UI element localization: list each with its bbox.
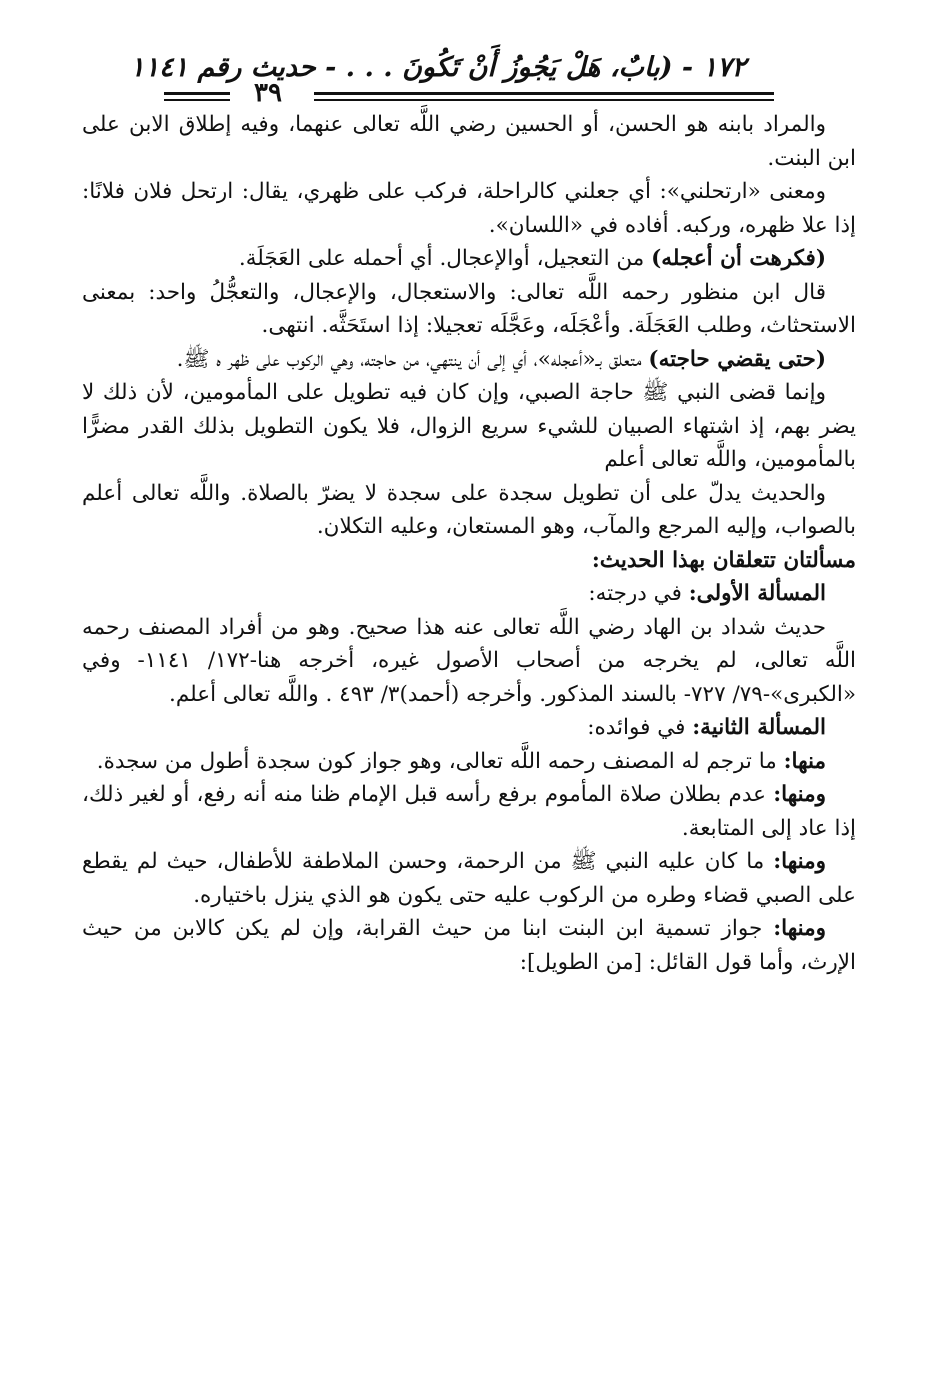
paragraph: (فكرهت أن أعجله) من التعجيل، أوالإعجال. أي أحمله على العَجَلَة. <box>238 246 826 271</box>
paragraph-lead: منها: <box>783 748 826 774</box>
page-body <box>82 108 856 979</box>
paragraph-lead: (حتى يقضي حاجته) <box>648 346 826 372</box>
paragraph-lead: المسألة الأولى: <box>688 581 826 606</box>
paragraph: المسألة الأولى: في درجته: <box>588 581 826 606</box>
paragraph-lead: ومنها: <box>773 782 826 807</box>
paragraph: منها: ما ترجم له المصنف رحمه اللَّه تعالى، وهو جواز كون سجدة أطول من سجدة. <box>96 748 826 774</box>
paragraph: والحديث يدلّ على أن تطويل سجدة على سجدة لا يضرّ بالصلاة. واللَّه تعالى أعلم بالصواب، وإليه المرجع والمآب، وهو المستعان، وعليه التكلان. <box>82 480 856 539</box>
paragraph: ومنها: ما كان عليه النبي ﷺ من الرحمة، وحسن الملاطفة للأطفال، حيث لم يقطع على الصبي قضاء وطره من الركوب عليه حتى يكون هو الذي ينزل باختياره. <box>82 849 856 908</box>
paragraph: وإنما قضى النبي ﷺ حاجة الصبي، وإن كان فيه تطويل على المأمومين، لأن ذلك لا يضر بهم، إذ اشتهاء الصبيان للشيء سريع الزوال، فلا يكون التطويل بذلك القدر مضرًّا بالمأمومين، واللَّه تعالى أعلم <box>82 380 856 472</box>
section-heading: مسألتان تتعلقان بهذا الحديث: <box>591 547 856 573</box>
paragraph: ومنها: جواز تسمية ابن البنت ابنا من حيث القرابة، وإن لم يكن كالابن من حيث الإرث، وأما قول القائل: [من الطويل]: <box>82 916 856 975</box>
header-rule <box>314 99 774 101</box>
header-rule <box>164 99 230 101</box>
header-rule <box>164 92 230 95</box>
paragraph: حديث شداد بن الهاد رضي اللَّه تعالى عنه هذا صحيح. وهو من أفراد المصنف رحمه اللَّه تعالى، لم يخرجه من أصحاب الأصول غيره، أخرجه هنا-١٧٢/ ١١٤١- وفي «الكبرى»-٧٩/ ٧٢٧- بالسند المذكور. وأخرجه (أحمد)٣/ ٤٩٣ . واللَّه تعالى أعلم. <box>82 614 856 707</box>
paragraph-lead: ومنها: <box>773 916 826 941</box>
page-header <box>82 0 856 108</box>
paragraph-lead: (فكرهت أن أعجله) <box>651 246 826 271</box>
paragraph: قال ابن منظور رحمه اللَّه تعالى: والاستعجال، والإعجال، والتعجُّلُ واحد: بمعنى الاستحثاث، وطلب العَجَلَة. وأعْجَلَه، وعَجَّلَه تعجيلا: إذا استَحَثَّه. انتهى. <box>82 279 856 338</box>
paragraph-lead: المسألة الثانية: <box>692 715 826 740</box>
paragraph: المسألة الثانية: في فوائده: <box>587 715 826 740</box>
running-title: ١٧٢ - (بابٌ، هَلْ يَجُوزُ أَنْ تَكُونَ . . . - حديث رقم ١١٤١ <box>130 52 746 83</box>
paragraph: (حتى يقضي حاجته) متعلق بـ«أعجله»، أي إلى أن ينتهي، من حاجته، وهي الركوب على ظهر ه ﷺ. <box>176 346 826 372</box>
paragraph: والمراد بابنه هو الحسن، أو الحسين رضي اللَّه تعالى عنهما، وفيه إطلاق الابن على ابن البنت. <box>82 112 856 171</box>
paragraph-lead: ومنها: <box>773 849 826 874</box>
paragraph: ومعنى «ارتحلني»: أي جعلني كالراحلة، فركب على ظهري، يقال: ارتحل فلان فلانًا: إذا علا ظهره، وركبه. أفاده في «اللسان». <box>82 179 856 238</box>
page-number: ٣٩ <box>254 78 282 108</box>
header-rule <box>314 92 774 95</box>
paragraph: ومنها: عدم بطلان صلاة المأموم برفع رأسه قبل الإمام ظنا منه أنه رفع، أو لغير ذلك، إذا عاد إلى المتابعة. <box>82 782 856 841</box>
